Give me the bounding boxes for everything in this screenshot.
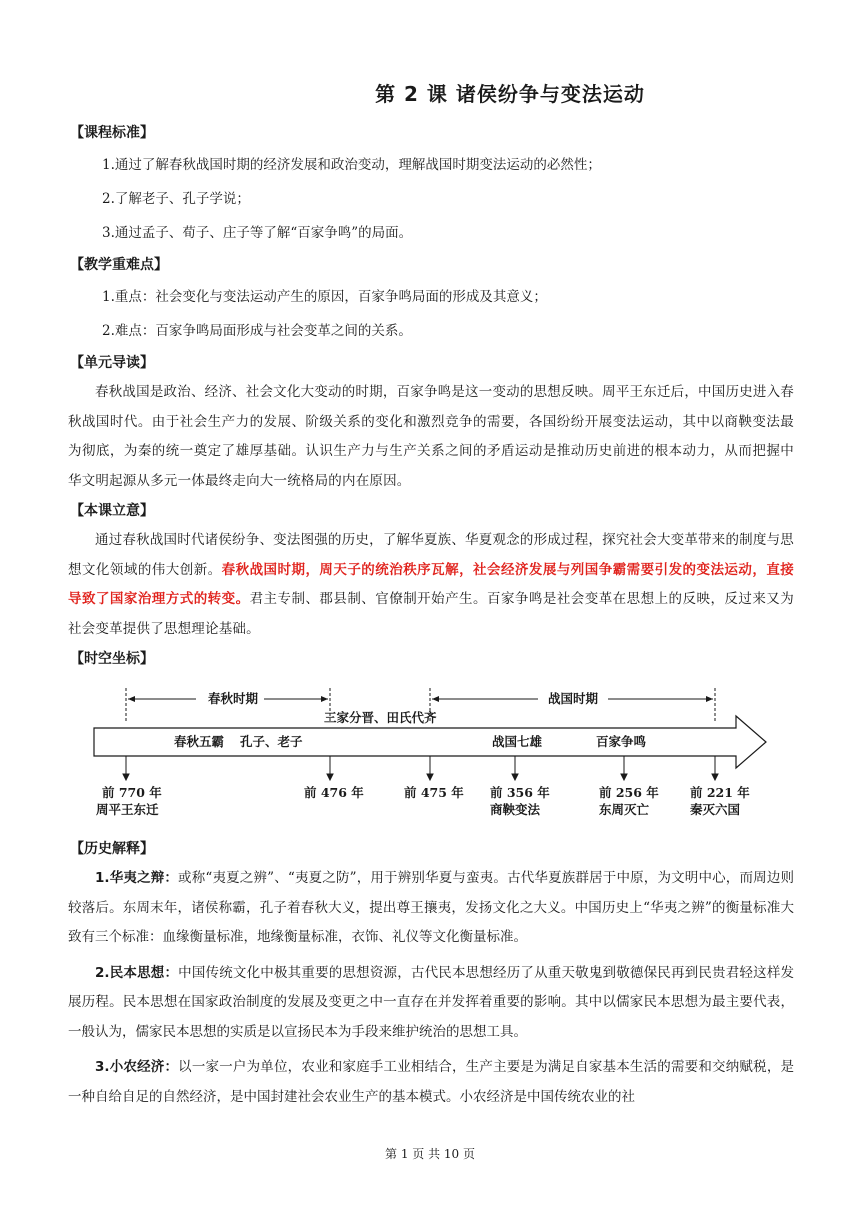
- tick-year: 前 476 年: [304, 785, 364, 800]
- tick-year: 前 770 年: [102, 785, 162, 800]
- standard-item: 1.通过了解春秋战国时期的经济发展和政治变动，理解战国时期变法运动的必然性；: [102, 157, 601, 173]
- page-footer: 第 1 页 共 10 页: [385, 1147, 475, 1161]
- explanation-item: [68, 1053, 794, 1112]
- explanation-text: 中国传统文化中极其重要的思想资源，古代民本思想经历了从重天敬鬼到敬德保民再到民贵君轻这样发展历程。民本思想在国家政治制度的发展及变更之中一直存在并发挥着重要的影响。其中以儒家民本思想为最主要代表，一般认为，儒家民本思想的实质是以宣扬民本为手段来维护统治的思想工具。: [68, 964, 795, 1040]
- tick-event: 东周灭亡: [599, 802, 650, 817]
- tick-event: 秦灭六国: [690, 802, 741, 817]
- explanation-term: 2.民本思想：: [95, 964, 179, 981]
- section-heading-key-points: 【教学重难点】: [70, 257, 168, 273]
- section-heading-explanation: 【历史解释】: [70, 841, 154, 857]
- event-spring-hegemons: 春秋五霸: [174, 734, 225, 749]
- lesson-intent-text: 通过春秋战国时代诸侯纷争、变法图强的历史，了解华夏族、华夏观念的形成过程，探究社会大变革带来的制度与思想文化领域的伟大创新。: [68, 532, 794, 578]
- explanation-item: [68, 864, 794, 953]
- tick-year: 前 256 年: [599, 785, 659, 800]
- event-hundred-schools: 百家争鸣: [596, 734, 647, 749]
- key-point-item: 2.难点：百家争鸣局面形成与社会变革之间的关系。: [102, 323, 412, 339]
- tick-year: 前 475 年: [404, 785, 464, 800]
- section-heading-standard: 【课程标准】: [70, 125, 154, 141]
- timeline-svg: [68, 676, 794, 834]
- lesson-intent-paragraph: [68, 526, 794, 644]
- lesson-title: 第 2 课 诸侯纷争与变法运动: [375, 82, 645, 106]
- tick-event: 周平王东迁: [96, 802, 159, 817]
- standard-item: 2.了解老子、孔子学说；: [102, 191, 250, 207]
- tick-year: 前 356 年: [490, 785, 550, 800]
- event-top-label: 三家分晋、田氏代齐: [324, 710, 437, 725]
- section-heading-timeline: 【时空坐标】: [70, 651, 154, 667]
- explanation-term: 3.小农经济：: [95, 1059, 179, 1075]
- explanation-term: 1.华夷之辩：: [95, 870, 179, 886]
- explanation-item: [68, 959, 794, 1048]
- standard-item: 3.通过孟子、荀子、庄子等了解“百家争鸣”的局面。: [102, 225, 413, 241]
- section-heading-unit-intro: 【单元导读】: [70, 355, 154, 371]
- key-point-item: 1.重点：社会变化与变法运动产生的原因，百家争鸣局面的形成及其意义；: [102, 289, 547, 305]
- period-spring-label: 春秋时期: [208, 691, 259, 706]
- period-warring-label: 战国时期: [548, 691, 599, 706]
- document-body: [68, 118, 794, 1118]
- lesson-intent-text-after: 君主专制、郡县制、官僚制开始产生。百家争鸣是社会变革在思想上的反映，反过来又为社会变革提供了思想理论基础。: [68, 591, 794, 637]
- tick-event: 商鞅变法: [490, 802, 541, 817]
- unit-intro-paragraph: 春秋战国是政治、经济、社会文化大变动的时期，百家争鸣是这一变动的思想反映。周平王东迁后，中国历史进入春秋战国时代。由于社会生产力的发展、阶级关系的变化和激烈竞争的需要，各国纷纷开展变法运动，其中以商鞅变法最为彻底，为秦的统一奠定了雄厚基础。认识生产力与生产关系之间的矛盾运动是推动历史前进的根本动力，从而把握中华文明起源从多元一体最终走向大一统格局的内在原因。: [68, 384, 794, 489]
- event-confucius-laozi: 孔子、老子: [240, 734, 303, 749]
- tick-year: 前 221 年: [690, 785, 750, 800]
- lesson-intent-highlight: 春秋战国时期，周天子的统治秩序瓦解，社会经济发展与列国争霸需要引发的变法运动，直接导致了国家治理方式的转变。: [68, 561, 795, 607]
- explanation-text: 或称“夷夏之辨”、“夷夏之防”，用于辨别华夏与蛮夷。古代华夏族群居于中原，为文明中心，而周边则较落后。东周末年，诸侯称霸，孔子着春秋大义，提出尊王攘夷，发扬文化之大义。中国历史上“华夷之辨”的衡量标准大致有三个标准：血缘衡量标准，地缘衡量标准，衣饰、礼仪等文化衡量标准。: [68, 870, 794, 945]
- section-heading-lesson-intent: 【本课立意】: [70, 503, 154, 519]
- timeline-diagram: [68, 676, 794, 834]
- explanation-text: 以一家一户为单位，农业和家庭手工业相结合，生产主要是为满足自家基本生活的需要和交纳赋税，是一种自给自足的自然经济，是中国封建社会农业生产的基本模式。小农经济是中国传统农业的社: [68, 1059, 795, 1105]
- event-seven-states: 战国七雄: [492, 734, 543, 749]
